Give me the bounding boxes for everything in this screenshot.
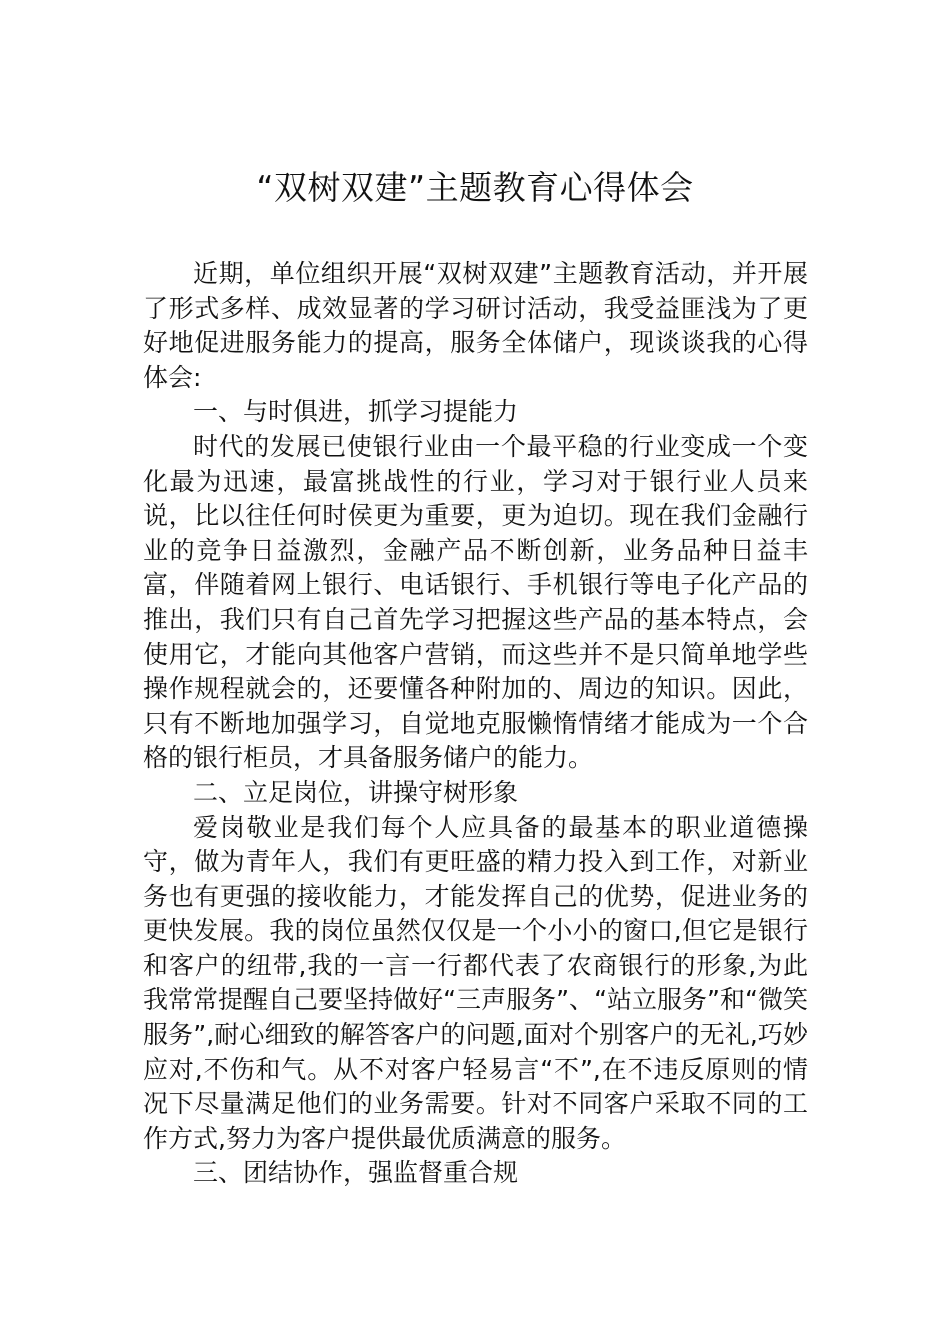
intro-paragraph: 近期，单位组织开展“双树双建”主题教育活动，并开展了形式多样、成效显著的学习研讨活动，我受益匪浅为了更好地促进服务能力的提高，服务全体储户，现谈谈我的心得体会: [143,259,808,392]
document-title: “双树双建”主题教育心得体会 [256,168,694,207]
section-2-heading: 二、立足岗位，讲操守树形象 [193,777,519,807]
section-1-heading: 一、与时俱进，抓学习提能力 [193,397,519,427]
document-body [143,257,808,1191]
section-3-heading: 三、团结协作，强监督重合规 [193,1158,519,1188]
section-2-paragraph: 爱岗敬业是我们每个人应具备的最基本的职业道德操守，做为青年人，我们有更旺盛的精力投入到工作，对新业务也有更强的接收能力，才能发挥自己的优势，促进业务的更快发展。我的岗位虽然仅仅是一个小小的窗口,但它是银行和客户的纽带,我的一言一行都代表了农商银行的形象,为此我常常提醒自己要坚持做好“三声服务”、“站立服务”和“微笑服务”,耐心细致的解答客户的问题,面对个别客户的无礼,巧妙应对,不伤和气。从不对客户轻易言“不”,在不违反原则的情况下尽量满足他们的业务需要。针对不同客户采取不同的工作方式,努力为客户提供最优质满意的服务。 [143,812,808,1153]
section-1-paragraph: 时代的发展已使银行业由一个最平稳的行业变成一个变化最为迅速，最富挑战性的行业，学习对于银行业人员来说，比以往任何时侯更为重要，更为迫切。现在我们金融行业的竞争日益激烈，金融产品不断创新，业务品种日益丰富，伴随着网上银行、电话银行、手机银行等电子化产品的推出，我们只有自己首先学习把握这些产品的基本特点，会使用它，才能向其他客户营销，而这些并不是只简单地学些操作规程就会的，还要懂各种附加的、周边的知识。因此，只有不断地加强学习，自觉地克服懒惰情绪才能成为一个合格的银行柜员，才具备服务储户的能力。 [143,431,808,773]
